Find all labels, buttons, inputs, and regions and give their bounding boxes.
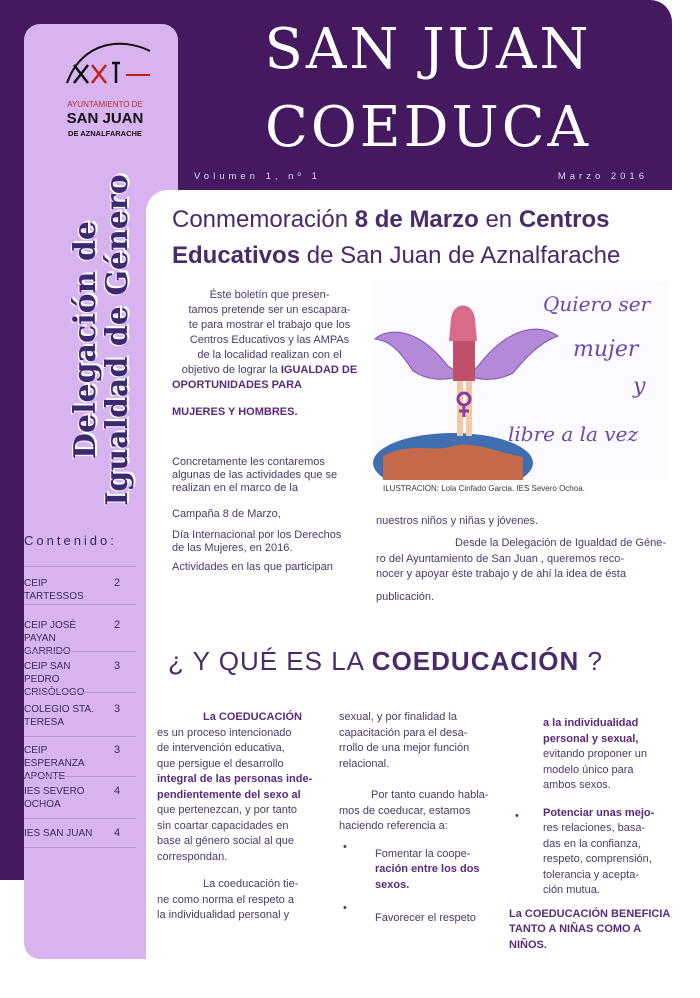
toc-page: 3 — [114, 703, 121, 715]
toc-divider — [24, 736, 136, 737]
contents-heading: Contenido: — [24, 533, 117, 548]
text-line: relacional. — [339, 757, 390, 770]
delegation-paragraph — [376, 536, 666, 605]
coeducacion-column-1 — [157, 710, 329, 924]
toc-label: IES SEVERO OCHOA — [24, 786, 85, 810]
text-line: que pertenezcan, y por tanto — [157, 804, 298, 816]
vertical-title-line2: Igualdad de Género — [100, 174, 135, 506]
angel-drawing-icon — [373, 281, 669, 480]
text-line: tolerancia y acepta- — [543, 868, 639, 881]
young-people-line: nuestros niños y niñas y jóvenes. — [376, 515, 539, 527]
bullet-icon: • — [343, 902, 347, 914]
toc-page: 2 — [114, 619, 121, 631]
toc-page: 3 — [114, 660, 121, 672]
text-line: das en la confianza, — [543, 837, 641, 850]
text-line: ne como norma el respeto a — [157, 893, 294, 906]
heading-part: ¿ Y QUÉ ES LA — [168, 646, 372, 676]
international-day-line — [172, 529, 341, 555]
text-line: nocer y apoyar éste trabajo y de ahí la idea de ésta — [376, 568, 627, 580]
toc-label: CEIP TARTESSOS — [24, 578, 84, 602]
text-emphasis: integral de las personas inde- — [157, 773, 313, 785]
text-line: sin coartar capacidades en — [157, 819, 289, 832]
illustration-text: y — [633, 374, 646, 399]
headline-part: Conmemoración — [172, 206, 355, 233]
toc-divider — [24, 566, 136, 567]
toc-page: 2 — [114, 577, 121, 589]
text-line: respeto, comprensión, — [543, 853, 652, 865]
text-emphasis: a la individualidad — [543, 717, 639, 729]
vertical-title-line1: Delegación de — [68, 221, 103, 460]
heading-part: ? — [579, 646, 603, 676]
activities-paragraph — [172, 456, 372, 495]
illustration-caption: ILUSTRACION: Lola Cinfado Garcia. IES Severo Ochoa. — [383, 484, 585, 493]
text-line: ción mutua. — [543, 884, 600, 896]
logo-line2: SAN JUAN — [66, 110, 144, 127]
text-line: base al género social al que — [157, 835, 294, 847]
text-line: Día Internacional por los Derechos — [172, 529, 342, 541]
text-line: Desde la Delegación de Igualdad de Géne- — [455, 537, 666, 549]
text-line: ro del Ayuntamiento de San Juan , queremos reco- — [376, 552, 625, 565]
toc-divider — [24, 604, 136, 605]
logo-mark-icon — [62, 35, 154, 91]
bullet-icon: • — [515, 810, 519, 822]
text-line: es un proceso intencionado — [157, 726, 292, 739]
article-headline — [172, 202, 672, 274]
text-emphasis: MUJERES Y HOMBRES. — [172, 406, 298, 418]
logo-line3: DE AZNALFARACHE — [68, 129, 142, 138]
volume-label: Volumen 1, nº 1 — [194, 171, 321, 182]
text-line: Por tanto cuando habla- — [371, 789, 489, 801]
headline-part: de San Juan de Aznalfarache — [300, 242, 621, 269]
intro-paragraph — [172, 288, 367, 420]
toc-divider — [24, 847, 136, 848]
bullet-icon: • — [343, 841, 347, 853]
toc-page: 4 — [114, 827, 121, 839]
text-line: de las Mujeres, en 2016. — [172, 542, 293, 554]
masthead-title-line1: SAN JUAN — [264, 17, 592, 82]
text-line: mos de coeducar, estamos — [339, 804, 471, 817]
toc-divider — [24, 692, 136, 693]
text-emphasis: NIÑOS. — [509, 938, 547, 951]
text-line: algunas de las actividades que se — [172, 469, 338, 481]
text-line: Concretamente les contaremos — [172, 456, 325, 468]
masthead-title-line2: COEDUCA — [264, 95, 592, 160]
toc-divider — [24, 651, 136, 652]
text-line: ambos sexos. — [543, 779, 611, 791]
text-emphasis: La COEDUCACIÓN BENEFICIA — [509, 907, 671, 920]
toc-label: CEIP SAN PEDRO CRISÓLOGO — [24, 661, 85, 698]
toc-label: COLEGIO STA. TERESA — [24, 704, 94, 728]
text-line: realizan en el marco de la — [172, 482, 298, 494]
text-line: objetivo de lograr la — [181, 364, 281, 376]
text-line: la individualidad personal y — [157, 909, 290, 921]
toc-divider — [24, 776, 136, 777]
text-line: rrollo de una mejor función — [339, 742, 470, 754]
text-emphasis: Potenciar unas mejo- — [543, 806, 655, 819]
issue-date: Marzo 2016 — [557, 171, 648, 182]
text-line: publicación. — [376, 590, 435, 603]
text-line: res relaciones, basa- — [543, 822, 646, 834]
text-line: que persigue el desarrollo — [157, 757, 284, 770]
illustration-text: libre a la vez — [508, 422, 638, 446]
text-emphasis: TANTO A NIÑAS COMO A — [509, 923, 642, 935]
toc-label: IES SAN JUAN — [24, 828, 93, 839]
text-emphasis: ración entre los dos — [375, 863, 480, 875]
text-line: sexual, y por finalidad la — [339, 711, 458, 723]
text-emphasis: OPORTUNIDADES PARA — [172, 379, 302, 391]
text-emphasis: personal y sexual, — [543, 732, 639, 745]
headline-part: en — [478, 206, 519, 233]
text-line: modelo único para — [543, 763, 634, 776]
text-line: Éste boletín que presen- — [209, 289, 330, 301]
participation-line: Actividades en las que participan — [172, 561, 333, 573]
campaign-line: Campaña 8 de Marzo, — [172, 508, 281, 520]
text-line: Centros Educativos y las AMPAs — [189, 334, 350, 346]
text-line: tamos pretende ser un escapara- — [188, 304, 351, 316]
text-line: correspondan. — [157, 850, 228, 863]
toc-label: CEIP ESPERANZA APONTE — [24, 745, 85, 782]
text-line: te para mostrar el trabajo que los — [188, 319, 351, 331]
toc-page: 4 — [114, 785, 121, 797]
text-line: haciendo referencia a: — [339, 820, 448, 832]
text-line: capacitación para el desa- — [339, 726, 468, 739]
text-emphasis: pendientemente del sexo al — [157, 788, 301, 801]
headline-part-bold: Centros — [518, 206, 610, 233]
illustration-text: mujer — [573, 337, 639, 362]
toc-divider — [24, 818, 136, 819]
coeducacion-column-2 — [339, 710, 511, 927]
text-line: Favorecer el respeto — [375, 912, 476, 924]
text-emphasis: sexos. — [375, 878, 410, 891]
text-emphasis: IGUALDAD DE — [280, 364, 358, 376]
text-line: de la localidad realizan con el — [197, 349, 342, 361]
illustration-text: Quiero ser — [543, 292, 651, 316]
headline-part-bold: 8 de Marzo — [354, 206, 479, 233]
text-line: La COEDUCACIÓN — [203, 711, 303, 723]
coeducacion-heading — [168, 646, 603, 677]
headline-part-bold: Educativos — [172, 242, 301, 269]
illustration-angel — [373, 281, 669, 480]
coeducacion-column-3 — [509, 716, 679, 953]
ayuntamiento-logo — [42, 30, 168, 150]
text-emphasis: Fomentar la coope- — [375, 847, 471, 860]
heading-part-bold: COEDUCACIÓN — [371, 646, 580, 676]
text-line: evitando proponer un — [543, 748, 647, 760]
logo-line1: AYUNTAMIENTO DE — [67, 100, 143, 109]
text-line: de intervención educativa, — [157, 742, 285, 754]
text-line: La coeducación tie- — [203, 878, 299, 890]
toc-label: CEIP JOSÉ PAYAN GARRIDO — [24, 620, 77, 657]
toc-page: 3 — [114, 744, 121, 756]
